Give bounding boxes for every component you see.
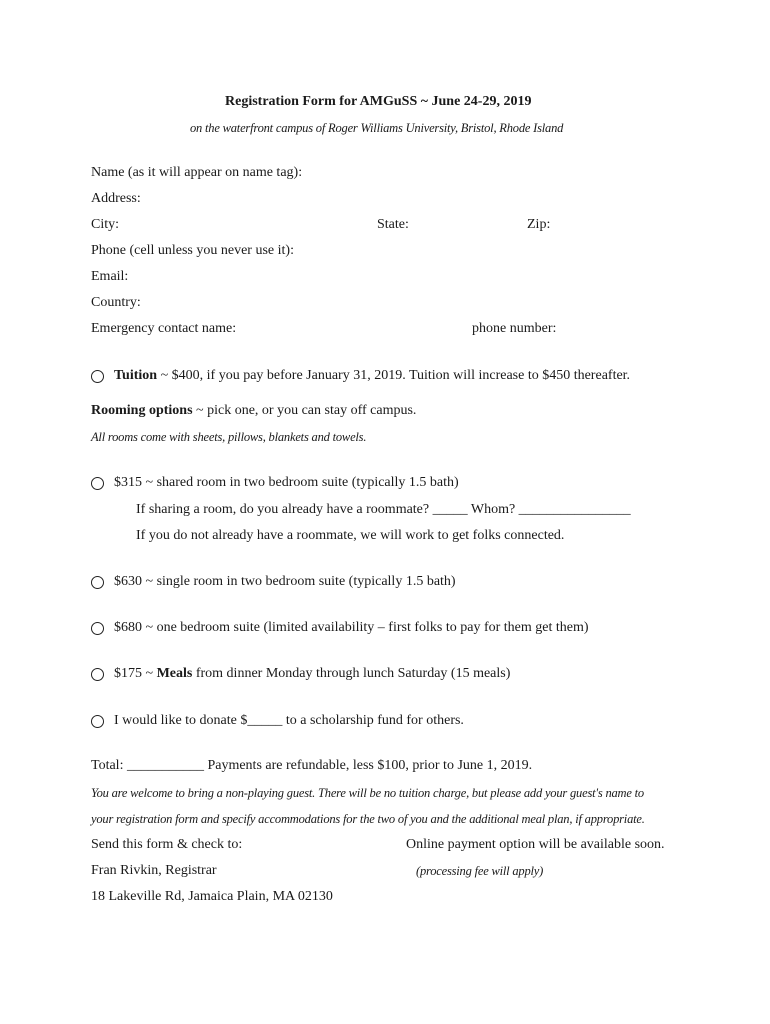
email-label: Email:: [91, 269, 129, 284]
total-line: Total: ___________ Payments are refundable, less $100, prior to June 1, 2019.: [91, 758, 533, 773]
rooming-note: All rooms come with sheets, pillows, blankets and towels.: [91, 430, 367, 444]
name-label: Name (as it will appear on name tag):: [91, 165, 303, 180]
one-bedroom-radio[interactable]: [91, 622, 104, 635]
registrar-name: Fran Rivkin, Registrar: [91, 863, 217, 878]
single-room-option: $630 ~ single room in two bedroom suite (typically 1.5 bath): [114, 574, 456, 589]
send-instruction: Send this form & check to:: [91, 837, 243, 852]
country-label: Country:: [91, 295, 141, 310]
donate-option: I would like to donate $_____ to a scholarship fund for others.: [114, 713, 464, 728]
tuition-option: [114, 367, 630, 385]
zip-label: Zip:: [527, 217, 551, 232]
one-bedroom-option: $680 ~ one bedroom suite (limited availability – first folks to pay for them get them): [114, 620, 589, 635]
tuition-text: ~ $400, if you pay before January 31, 2019. Tuition will increase to $450 thereafter.: [157, 368, 631, 383]
tuition-label: Tuition: [114, 368, 158, 383]
roommate-question: If sharing a room, do you already have a roommate? _____ Whom? ________________: [136, 502, 631, 517]
meals-text: from dinner Monday through lunch Saturday (15 meals): [192, 666, 511, 681]
mailing-address: 18 Lakeville Rd, Jamaica Plain, MA 02130: [91, 889, 333, 904]
form-title: Registration Form for AMGuSS ~ June 24-29, 2019: [225, 94, 532, 109]
emergency-phone-label: phone number:: [472, 321, 557, 336]
tuition-radio[interactable]: [91, 370, 104, 383]
address-label: Address:: [91, 191, 141, 206]
single-room-radio[interactable]: [91, 576, 104, 589]
donate-radio[interactable]: [91, 715, 104, 728]
shared-room-option: $315 ~ shared room in two bedroom suite (typically 1.5 bath): [114, 475, 459, 490]
meals-radio[interactable]: [91, 668, 104, 681]
shared-room-radio[interactable]: [91, 477, 104, 490]
rooming-label: Rooming options: [91, 403, 193, 418]
rooming-heading: [91, 402, 416, 420]
phone-label: Phone (cell unless you never use it):: [91, 243, 294, 258]
guest-note-line-2: your registration form and specify accommodations for the two of you and the additional meal plan, if appropriate.: [91, 812, 645, 826]
processing-fee-note: (processing fee will apply): [416, 864, 544, 878]
meals-prefix: $175 ~: [114, 666, 157, 681]
guest-note-line-1: You are welcome to bring a non-playing guest. There will be no tuition charge, but please add your guest's name to: [91, 786, 644, 800]
rooming-text: ~ pick one, or you can stay off campus.: [192, 403, 417, 418]
meals-option: [114, 665, 510, 683]
online-payment-note: Online payment option will be available soon.: [406, 837, 665, 852]
state-label: State:: [377, 217, 409, 232]
city-label: City:: [91, 217, 120, 232]
meals-label: Meals: [156, 666, 193, 681]
form-subtitle: on the waterfront campus of Roger Williams University, Bristol, Rhode Island: [190, 121, 564, 135]
roommate-note: If you do not already have a roommate, we will work to get folks connected.: [136, 528, 565, 543]
emergency-contact-label: Emergency contact name:: [91, 321, 237, 336]
